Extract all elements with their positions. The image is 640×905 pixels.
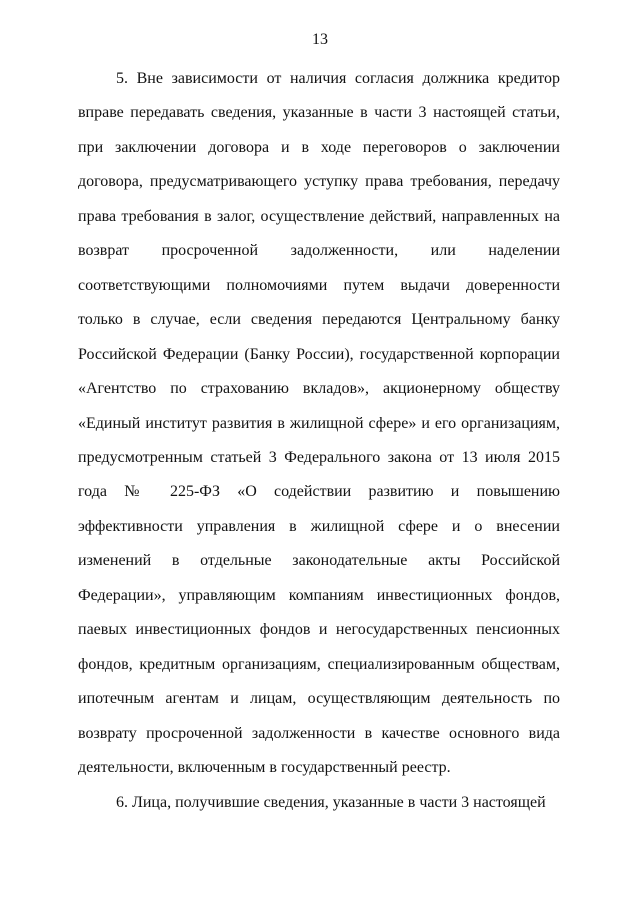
paragraph-5: 5. Вне зависимости от наличия согласия должника кредитор вправе передавать сведения, указанные в части 3 настоящей статьи, при заключении договора и в ходе переговоров о заключении договора, предусматривающего уступку права требования, передачу права требования в залог, осуществление действий, направленных на возврат просроченной задолженности, или наделении соответствующими полномочиями путем выдачи доверенности только в случае, если сведения передаются Центральному банку Российской Федерации (Банку России), государственной корпорации «Агентство по страхованию вкладов», акционерному обществу «Единый институт развития в жилищной сфере» и его организациям, предусмотренным статьей 3 Федерального закона от 13 июля 2015 года № 225-ФЗ «О содействии развитию и повышению эффективности управления в жилищной сфере и о внесении изменений в отдельные законодательные акты Российской Федерации», управляющим компаниям инвестиционных фондов, паевых инвестиционных фондов и негосударственных пенсионных фондов, кредитным организациям, специализированным обществам, ипотечным агентам и лицам, осуществляющим деятельность по возврату просроченной задолженности в качестве основного вида деятельности, включенным в государственный реестр. bbox=[78, 70, 560, 777]
page-number: 13 bbox=[312, 31, 328, 48]
paragraph-6: 6. Лица, получившие сведения, указанные в части 3 настоящей bbox=[116, 793, 546, 811]
document-body bbox=[78, 62, 560, 820]
